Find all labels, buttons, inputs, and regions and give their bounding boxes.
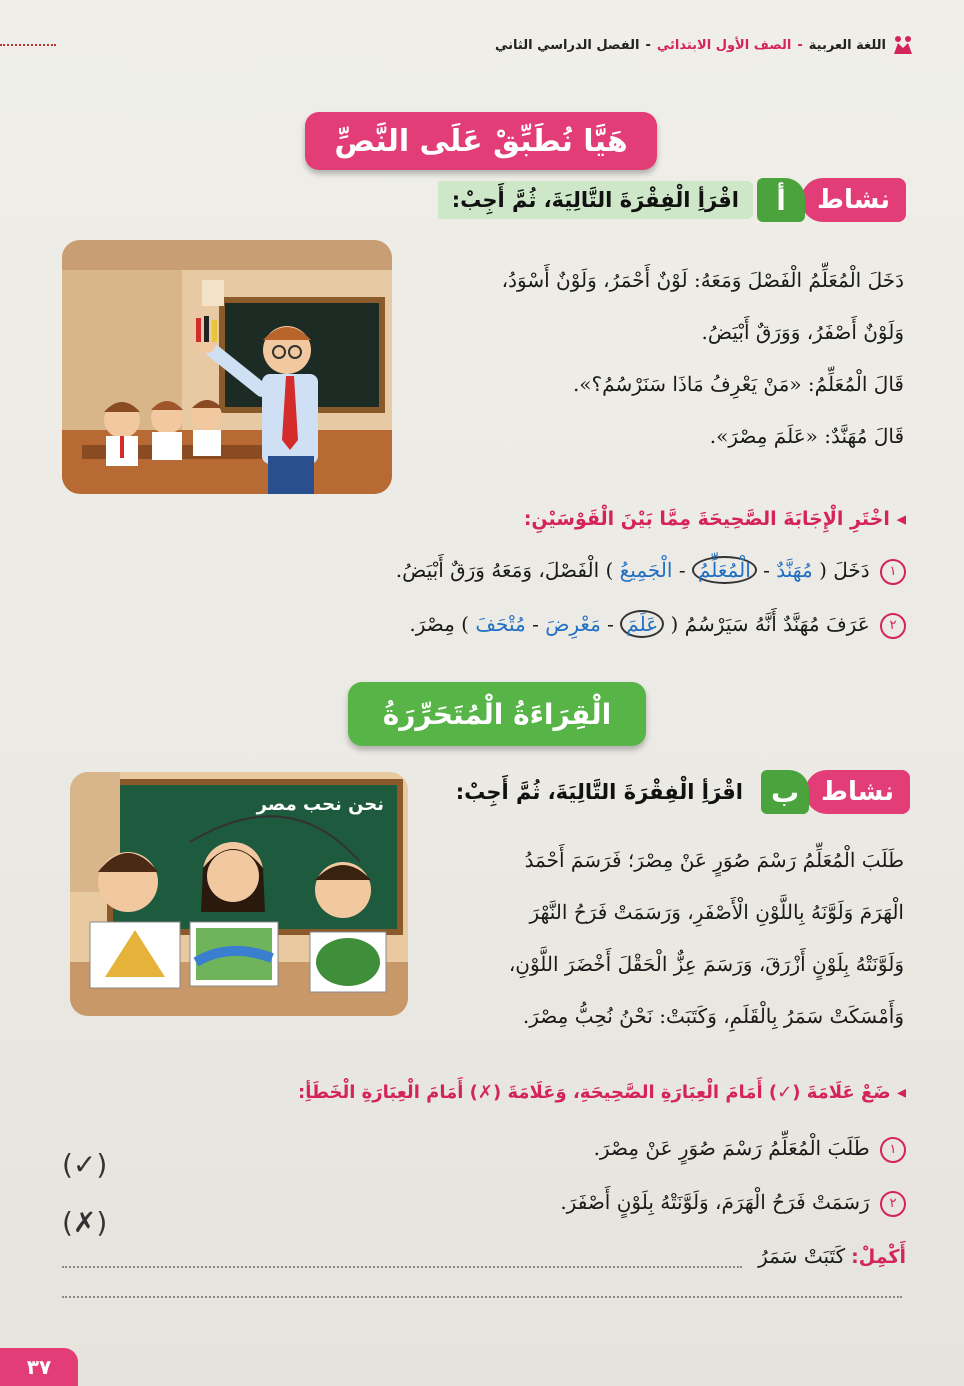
statement-number: ١ — [880, 1137, 906, 1163]
option-muhannad[interactable]: مُهَنَّدٌ — [776, 558, 813, 582]
paragraph-line: الْهَرَمَ وَلَوَّنَهُ بِاللَّوْنِ الْأَصْفَرِ، وَرَسَمَتْ فَرَحُ النَّهْرَ — [529, 900, 904, 924]
paragraph-line: قَالَ مُهَنَّدٌ: «عَلَمَ مِصْرَ». — [709, 424, 904, 448]
activity-instruction: اقْرَأِ الْفِقْرَةَ التَّالِيَةَ، ثُمَّ أَجِبْ: — [438, 181, 753, 219]
option-teacher-circled[interactable]: الْمُعَلِّمُ — [692, 556, 757, 584]
activity-letter: أ — [757, 178, 805, 222]
option-flag-circled[interactable]: عَلَمَ — [620, 610, 664, 638]
page-header: اللغة العربية - الصف الأول الابتدائي - الفصل الدراسي الثاني — [495, 32, 914, 58]
paragraph-line: وَلَوْنٌ أَصْفَرُ، وَوَرَقٌ أَبْيَضُ. — [701, 320, 904, 344]
choose-instruction: ◂ اخْتَرِ الْإِجَابَةَ الصَّحِيحَةَ مِمَّا بَيْنَ الْقَوْسَيْنِ: — [524, 508, 906, 530]
statement-2: ٢ رَسَمَتْ فَرَحُ الْهَرَمَ، وَلَوَّنَتْهُ بِلَوْنٍ أَصْفَرَ. — [560, 1190, 906, 1217]
complete-prompt — [758, 1244, 906, 1268]
activity-badge: نشاط — [801, 178, 906, 222]
activity-b-paragraph — [509, 834, 904, 1042]
answer-x-mark[interactable]: (✗) — [62, 1206, 108, 1239]
activity-badge: نشاط — [805, 770, 910, 814]
question-number: ٢ — [880, 613, 906, 639]
statement-1: ١ طَلَبَ الْمُعَلِّمُ رَسْمَ صُوَرٍ عَنْ مِصْرَ. — [594, 1136, 906, 1163]
option-exhibition[interactable]: مَعْرِضَ — [545, 612, 601, 636]
paragraph-line: وَأَمْسَكَتْ سَمَرُ بِالْقَلَمِ، وَكَتَبَتْ: نَحْنُ نُحِبُّ مِصْرَ. — [522, 1004, 904, 1028]
paragraph-line: وَلَوَّنَتْهُ بِلَوْنٍ أَزْرَقَ، وَرَسَمَ عِزٌّ الْحَقْلَ أَخْضَرَ اللَّوْنِ، — [508, 952, 904, 976]
option-museum[interactable]: مُتْحَفَ — [475, 612, 526, 636]
option-everyone[interactable]: الْجَمِيعُ — [619, 558, 673, 582]
activity-b-header — [442, 770, 910, 814]
page-number: ٣٧ — [0, 1348, 78, 1386]
mark-instruction: ◂ ضَعْ عَلَامَةَ (✓) أَمَامَ الْعِبَارَةِ الصَّحِيحَةِ، وَعَلَامَةَ (✗) أَمَامَ الْعِبَارَةِ الْخَطَأِ: — [298, 1082, 906, 1103]
activity-instruction: اقْرَأِ الْفِقْرَةَ التَّالِيَةَ، ثُمَّ أَجِبْ: — [455, 780, 743, 804]
activity-a-paragraph — [502, 254, 904, 462]
board-text: نحن نحب مصر — [256, 794, 384, 815]
question-2: ٢ عَرَفَ مُهَنَّدٌ أَنَّهُ سَيَرْسُمُ ( عَلَمَ - مَعْرِضَ - مُتْحَفَ ) مِصْرَ. — [409, 612, 906, 639]
header-subject: اللغة العربية — [808, 37, 886, 53]
paragraph-line: طَلَبَ الْمُعَلِّمُ رَسْمَ صُوَرٍ عَنْ مِصْرَ؛ فَرَسَمَ أَحْمَدُ — [524, 848, 904, 872]
complete-label: أَكْمِلْ: — [851, 1246, 906, 1268]
paragraph-line: دَخَلَ الْمُعَلِّمُ الْفَصْلَ وَمَعَهُ: لَوْنٌ أَحْمَرُ، وَلَوْنٌ أَسْوَدُ، — [501, 268, 904, 292]
activity-a-header — [438, 178, 906, 222]
statement-number: ٢ — [880, 1191, 906, 1217]
section-title-apply: هَيَّا نُطَبِّقْ عَلَى النَّصِّ — [305, 112, 657, 170]
classroom-illustration — [62, 240, 392, 494]
answer-line-2[interactable] — [62, 1296, 902, 1298]
header-divider — [0, 44, 56, 46]
question-number: ١ — [880, 559, 906, 585]
section-title-free-reading: الْقِرَاءَةُ الْمُتَحَرِّرَةُ — [348, 682, 646, 746]
activity-letter: ب — [761, 770, 809, 814]
header-grade: الصف الأول الابتدائي — [656, 37, 792, 53]
header-term: الفصل الدراسي الثاني — [494, 37, 640, 53]
kids-drawing-illustration — [70, 772, 408, 1016]
paragraph-line: قَالَ الْمُعَلِّمُ: «مَنْ يَعْرِفُ مَاذَا سَنَرْسُمُ؟». — [572, 372, 904, 396]
complete-text: كَتَبَتْ سَمَرُ — [758, 1244, 846, 1268]
kids-logo-icon — [892, 34, 914, 56]
question-1: ١ دَخَلَ ( مُهَنَّدٌ - الْمُعَلِّمُ - الْجَمِيعُ ) الْفَصْلَ، وَمَعَهُ وَرَقٌ أَبْيَضُ. — [396, 558, 906, 585]
answer-line-1[interactable] — [62, 1266, 742, 1268]
answer-check-mark[interactable]: (✓) — [62, 1148, 108, 1181]
teacher-students-icon — [62, 240, 392, 494]
